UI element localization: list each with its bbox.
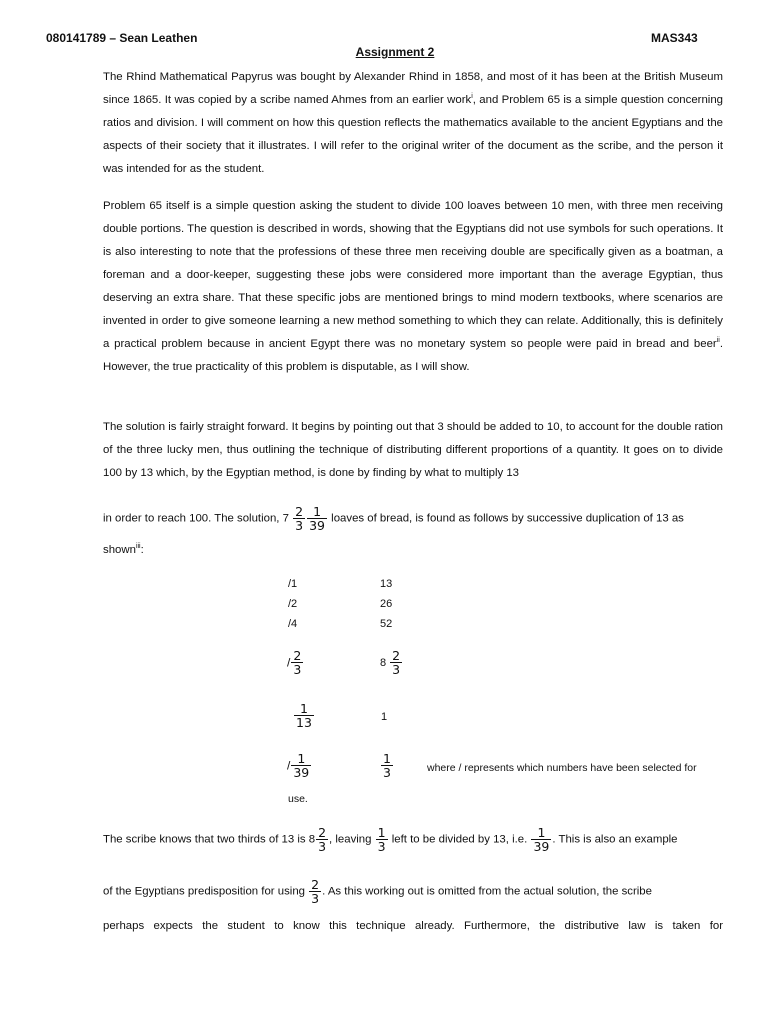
table-right-cell: 26: [380, 598, 393, 610]
shown-line: [103, 542, 723, 558]
line-text: . As this working out is omitted from the actual solution, the scribe: [322, 885, 652, 898]
paragraph-text: The solution is fairly straight forward. It begins by pointing out that 3 should be added to 10, to account for the double ration of the three lucky men, thus outlining the technique of distributing different proportions of a quantity. It goes on to divide 100 by 13 which, by the Egyptian method, is done by finding by what to multiply 13: [103, 421, 723, 479]
fraction-denominator: 3: [377, 839, 386, 854]
fraction-numerator: 2: [295, 504, 304, 519]
selected-marker: /: [287, 758, 291, 773]
fraction: [291, 649, 303, 676]
fraction-numerator: 2: [392, 648, 401, 663]
selected-marker: /: [287, 655, 291, 670]
fraction-denominator: 39: [309, 518, 325, 533]
fraction-denominator: 3: [295, 518, 304, 533]
paragraph-intro: [103, 66, 723, 181]
fraction-denominator: 3: [293, 662, 302, 677]
fraction-denominator: 3: [392, 662, 401, 677]
table-left-cell: [293, 702, 315, 729]
paragraph-text: , and Problem 65 is a simple question concerning ratios and division. I will comment on how this question reflects the mathematics available to the ancient Egyptians and the aspects of their society that it illustrates. I will refer to the original writer of the document as the scribe, and the person it was intended for as the student.: [103, 94, 723, 175]
line-text: left to be divided by 13, i.e.: [391, 833, 528, 846]
fraction-numerator: 1: [531, 826, 551, 840]
fraction: [307, 505, 327, 532]
fraction: [531, 826, 551, 853]
fraction: [316, 826, 328, 853]
fraction-numerator: 1: [383, 751, 391, 766]
fraction-denominator: 3: [318, 839, 327, 854]
table-note: where / represents which numbers have been selected for: [427, 762, 697, 774]
fraction-denominator: 39: [293, 765, 310, 780]
fraction: [293, 505, 305, 532]
table-right-cell: [380, 649, 403, 676]
solution-line: [103, 505, 723, 532]
student-id-name: 080141789 – Sean Leathen: [46, 31, 198, 45]
document-title: Assignment 2: [355, 45, 435, 59]
fraction: [309, 878, 321, 905]
fraction-numerator: 2: [318, 825, 327, 840]
paragraph-problem: [103, 195, 723, 379]
endnote-marker: ii: [716, 337, 720, 345]
course-code: MAS343: [651, 31, 698, 45]
fraction-denominator: 3: [311, 891, 320, 906]
paragraph-scribe-line: [103, 826, 723, 853]
line-text: :: [140, 544, 144, 556]
table-left-cell: [287, 752, 312, 779]
table-right-cell: 52: [380, 618, 393, 630]
fraction-numerator: 1: [294, 702, 314, 716]
line-text: The scribe knows that two thirds of 13 is 8: [103, 833, 316, 846]
table-left-cell: [287, 649, 304, 676]
fraction: [390, 649, 402, 676]
table-right-cell: [380, 752, 394, 779]
paragraph-solution: [103, 416, 723, 485]
line-text: of the Egyptians predisposition for using: [103, 885, 305, 898]
line-text: . This is also an example: [552, 833, 678, 846]
table-left-cell: /4: [288, 618, 298, 630]
line-text: , leaving: [329, 833, 372, 846]
table-right-cell: 13: [380, 578, 393, 590]
endnote-marker: iii: [135, 543, 141, 551]
fraction: [294, 702, 314, 729]
fraction-denominator: 13: [296, 715, 312, 730]
fraction: [381, 752, 393, 779]
paragraph-scribe-line: [103, 878, 723, 905]
fraction-numerator: 1: [307, 505, 327, 519]
fraction: [376, 826, 388, 853]
paragraph-text: The Rhind Mathematical Papyrus was bought by Alexander Rhind in 1858, and most of it has been at the British Museum since 1865. It was copied by a scribe named Ahmes from an earlier work: [103, 71, 723, 106]
whole-number: 8: [380, 656, 387, 669]
line-text: loaves of bread, is found as follows by successive duplication of 13 as: [331, 512, 684, 525]
paragraph-scribe-line: perhaps expects the student to know this technique already. Furthermore, the distributive law is taken for: [103, 920, 723, 932]
table-right-cell: 1: [381, 711, 388, 723]
paragraph-text: . However, the true practicality of this problem is disputable, as I will show.: [103, 338, 723, 373]
fraction-numerator: 2: [293, 648, 302, 663]
line-text: in order to reach 100. The solution, 7: [103, 512, 289, 525]
fraction-numerator: 1: [377, 825, 386, 840]
fraction-numerator: 2: [311, 877, 320, 892]
line-text: shown: [103, 544, 136, 556]
fraction-denominator: 3: [383, 765, 391, 780]
table-left-cell: /1: [288, 578, 298, 590]
fraction-numerator: 1: [291, 752, 311, 766]
table-note-continuation: use.: [288, 793, 308, 805]
endnote-marker: i: [471, 93, 473, 101]
table-left-cell: /2: [288, 598, 298, 610]
paragraph-text: Problem 65 itself is a simple question asking the student to divide 100 loaves between 10 men, with three men receiving double portions. The question is described in words, showing that the Egyptians did not use symbols for such operations. It is also interesting to note that the professions of these three men receiving double are specifically given as a boatman, a foreman and a door-keeper, suggesting these jobs were considered more important than the average Egyptian, thus deserving an extra share. That these specific jobs are mentioned brings to mind modern textbooks, where scenarios are invented in order to give someone learning a new method something to which they can relate. Additionally, this is definitely a practical problem because in ancient Egypt there was no monetary system so people were paid in bread and beer: [103, 200, 723, 350]
fraction-denominator: 39: [533, 839, 550, 854]
fraction: [291, 752, 311, 779]
